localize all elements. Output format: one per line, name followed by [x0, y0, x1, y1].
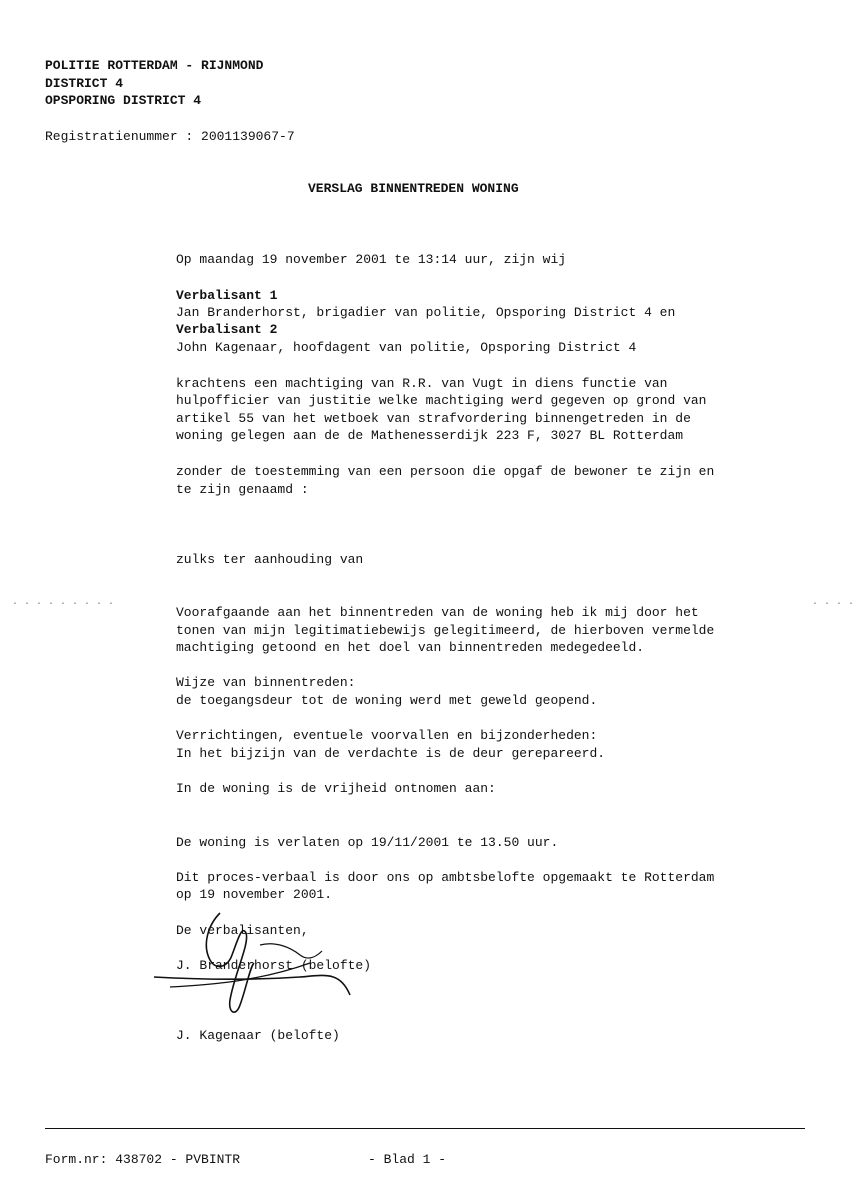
footer-divider [45, 1128, 805, 1129]
prior-line: Voorafgaande aan het binnentreden van de woning heb ik mij door het [176, 605, 699, 620]
officer2-text: John Kagenaar, hoofdagent van politie, Opsporing District 4 [176, 340, 637, 355]
header-organization: POLITIE ROTTERDAM - RIJNMOND [45, 58, 264, 73]
prior-line: tonen van mijn legitimatiebewijs gelegitimeerd, de hierboven vermelde [176, 623, 715, 638]
document-title: VERSLAG BINNENTREDEN WONING [308, 181, 519, 196]
authorization-line: krachtens een machtiging van R.R. van Vugt in diens functie van [176, 376, 668, 391]
actions-text: In het bijzijn van de verdachte is de deur gerepareerd. [176, 746, 606, 761]
officer1-text: Jan Branderhorst, brigadier van politie, Opsporing District 4 en [176, 305, 676, 320]
closing-line: Dit proces-verbaal is door ons op ambtsbelofte opgemaakt te Rotterdam [176, 870, 715, 885]
header-district: DISTRICT 4 [45, 76, 124, 91]
scan-speckle: . . . . [812, 597, 854, 608]
signoff-line: De verbalisanten, [176, 923, 309, 938]
intro-line: Op maandag 19 november 2001 te 13:14 uur, zijn wij [176, 252, 567, 267]
prior-line: machtiging getoond en het doel van binnentreden medegedeeld. [176, 640, 645, 655]
consent-line: te zijn genaamd : [176, 482, 309, 497]
signer1-name: J. Branderhorst (belofte) [176, 958, 372, 973]
handwritten-signature [150, 905, 370, 1025]
departure-line: De woning is verlaten op 19/11/2001 te 13.50 uur. [176, 835, 559, 850]
header-department: OPSPORING DISTRICT 4 [45, 93, 202, 108]
method-label: Wijze van binnentreden: [176, 675, 356, 690]
signer2-name: J. Kagenaar (belofte) [176, 1028, 340, 1043]
closing-line: op 19 november 2001. [176, 887, 333, 902]
arrest-line: In de woning is de vrijheid ontnomen aan: [176, 781, 496, 796]
authorization-line: woning gelegen aan de de Mathenesserdijk 223 F, 3027 BL Rotterdam [176, 428, 684, 443]
form-number: Form.nr: 438702 - PVBINTR [45, 1152, 241, 1167]
officer2-label: Verbalisant 2 [176, 322, 278, 337]
officer1-label: Verbalisant 1 [176, 288, 278, 303]
registration-number: Registratienummer : 2001139067-7 [45, 129, 295, 144]
page-number: - Blad 1 - [368, 1152, 447, 1167]
authorization-line: hulpofficier van justitie welke machtiging werd gegeven op grond van [176, 393, 707, 408]
method-text: de toegangsdeur tot de woning werd met geweld geopend. [176, 693, 598, 708]
consent-line: zonder de toestemming van een persoon die opgaf de bewoner te zijn en [176, 464, 715, 479]
purpose-line: zulks ter aanhouding van [176, 552, 364, 567]
authorization-line: artikel 55 van het wetboek van strafvordering binnengetreden in de [176, 411, 691, 426]
scan-speckle: . . . . . . . . . [12, 597, 115, 608]
actions-label: Verrichtingen, eventuele voorvallen en bijzonderheden: [176, 728, 598, 743]
